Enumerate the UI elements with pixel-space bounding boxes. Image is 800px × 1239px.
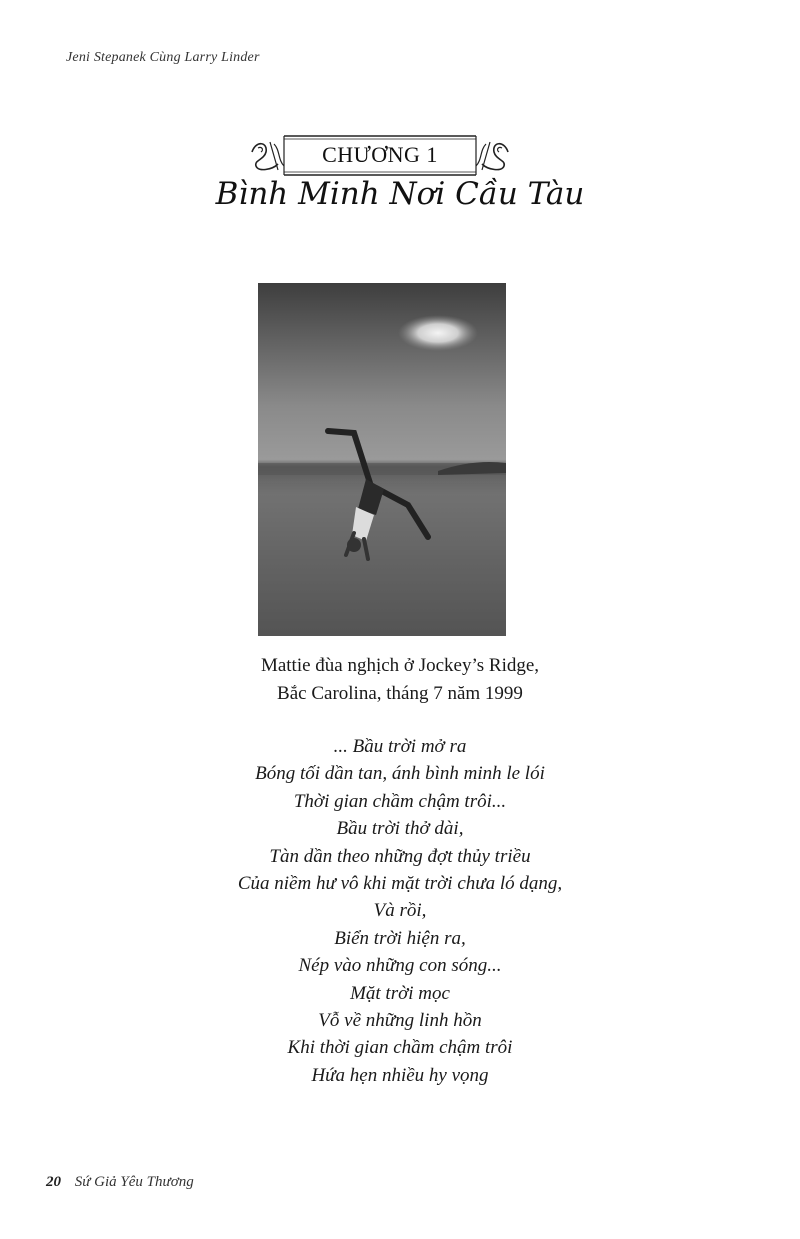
chapter-banner [248, 130, 512, 180]
page-number: 20 [46, 1174, 61, 1190]
poem-line: Bầu trời thở dài, [336, 818, 464, 840]
book-title: Sứ Giả Yêu Thương [74, 1174, 194, 1190]
poem-line: ... Bầu trời mở ra [333, 736, 467, 757]
poem-line: Của niềm hư vô khi mặt trời chưa ló dạng, [237, 873, 563, 895]
caption-line-2: Bắc Carolina, tháng 7 năm 1999 [277, 683, 523, 704]
running-head: Jeni Stepanek Cùng Larry Linder [66, 50, 260, 65]
poem-line: Khi thời gian chầm chậm trôi [287, 1037, 513, 1059]
poem [0, 733, 800, 1089]
caption-line-1: Mattie đùa nghịch ở Jockey’s Ridge, [260, 655, 540, 676]
chapter-label: CHƯƠNG 1 [322, 142, 438, 167]
poem-line: Nép vào những con sóng... [298, 955, 502, 977]
poem-line: Thời gian chầm chậm trôi... [293, 790, 507, 812]
photo-image [258, 283, 506, 636]
poem-line: Biển trời hiện ra, [334, 927, 466, 949]
chapter-title: Bình Minh Nơi Cầu Tàu [215, 176, 585, 212]
poem-line: Tàn dần theo những đợt thủy triều [269, 845, 531, 867]
page-footer [46, 1174, 194, 1191]
poem-line: Bóng tối dần tan, ánh bình minh le lói [255, 763, 545, 785]
photo-beach-cartwheel [258, 283, 506, 636]
poem-line: Mặt trời mọc [350, 982, 450, 1004]
poem-line: Vỗ về những linh hồn [318, 1010, 482, 1032]
photo-caption [0, 652, 800, 708]
poem-line: Và rồi, [373, 900, 427, 922]
poem-line: Hứa hẹn nhiều hy vọng [311, 1064, 489, 1086]
